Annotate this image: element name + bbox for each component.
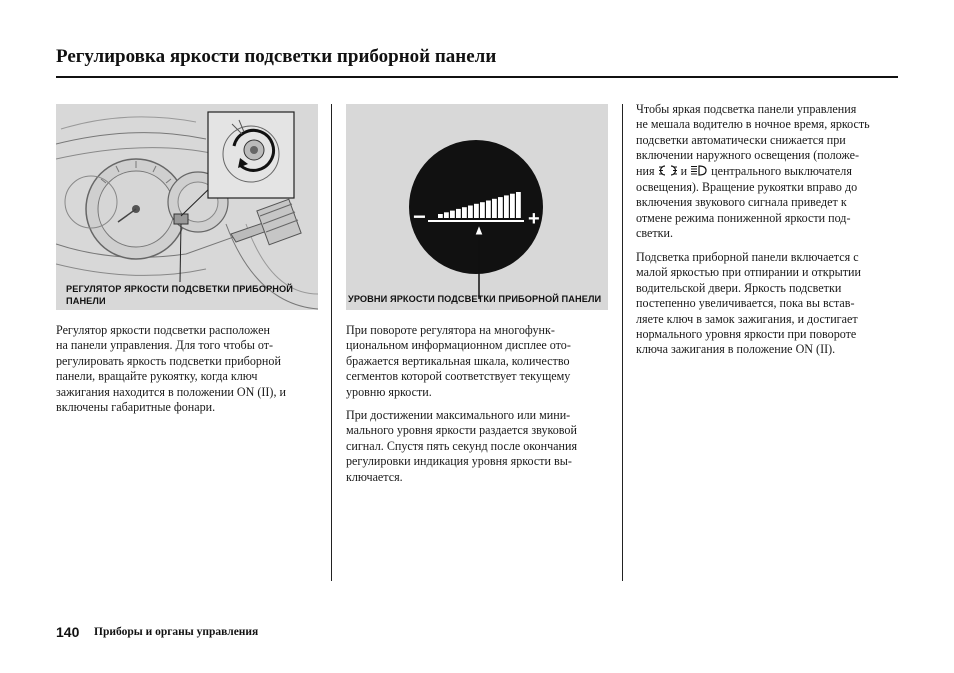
text-line: не мешала водителю в ночное время, яркость	[636, 117, 870, 132]
text-line: циональном информационном дисплее ото-	[346, 338, 571, 353]
text-line: Регулятор яркости подсветки расположен	[56, 323, 270, 337]
column1-paragraph	[56, 323, 324, 415]
text-line: постепенно увеличивается, пока вы встав-	[636, 296, 855, 311]
text-line: регулировки индикация уровня яркости вы-	[346, 454, 572, 469]
text-line: зажигания находится в положении ON (II), и	[56, 384, 286, 399]
text-line: Подсветка приборной панели включается с	[636, 250, 859, 264]
text-line: на панели управления. Для того чтобы от-	[56, 338, 274, 353]
brightness-segment	[468, 206, 473, 219]
brightness-segment	[444, 212, 449, 218]
dashboard-illustration	[56, 104, 318, 310]
column2-paragraph-1	[346, 323, 614, 400]
brightness-display-illustration	[346, 104, 608, 310]
text-fragment: ния	[636, 163, 655, 178]
text-line: включены габаритные фонари.	[56, 400, 216, 415]
text-line: уровню яркости.	[346, 384, 432, 399]
text-line: панели, вращайте рукоятку, когда ключ	[56, 369, 258, 384]
minus-symbol: −	[413, 204, 426, 229]
text-line: подсветки автоматически снижается при	[636, 132, 846, 147]
page-number: 140	[56, 624, 80, 640]
brightness-segment	[456, 209, 461, 218]
column-divider-2	[622, 104, 623, 581]
brightness-segment	[474, 204, 479, 218]
text-line: ключа зажигания в положение ON (II).	[636, 342, 836, 357]
text-line-with-icons	[636, 164, 906, 180]
brightness-segment	[498, 197, 503, 218]
brightness-segment	[486, 201, 491, 219]
headlight-icon	[691, 165, 707, 180]
column3-paragraph-2	[636, 250, 906, 358]
brightness-segment	[450, 211, 455, 218]
column3-paragraph-1	[636, 102, 906, 242]
dashboard-caption-line1: РЕГУЛЯТОР ЯРКОСТИ ПОДСВЕТКИ ПРИБОРНОЙ	[66, 284, 293, 294]
brightness-segment	[510, 194, 515, 218]
text-line: Чтобы яркая подсветка панели управления	[636, 102, 857, 116]
text-line: ляете ключ в замок зажигания, и достигает	[636, 311, 858, 326]
text-line: включения звукового сигнала приведет к	[636, 195, 847, 210]
brightness-segment	[516, 192, 521, 218]
text-line: освещения). Вращение рукоятки вправо до	[636, 180, 858, 195]
text-line: отмене режима пониженной яркости под-	[636, 210, 851, 225]
title-rule	[56, 76, 898, 78]
text-line: водительской двери. Яркость подсветки	[636, 280, 842, 295]
section-title: Приборы и органы управления	[94, 626, 259, 638]
text-line: сигнал. Спустя пять секунд после окончания	[346, 438, 578, 453]
text-line: бражается вертикальная шкала, количество	[346, 353, 570, 368]
text-line: малой яркостью при отпирании и открытии	[636, 265, 861, 280]
text-line: сегментов которой соответствует текущему	[346, 369, 571, 384]
text-fragment: и	[680, 163, 688, 178]
brightness-display-figure	[346, 104, 608, 310]
brightness-segment	[462, 207, 467, 218]
text-line: светки.	[636, 226, 674, 241]
text-line: При достижении максимального или мини-	[346, 408, 571, 422]
page-title: Регулировка яркости подсветки приборной панели	[56, 46, 497, 67]
text-line: регулировать яркость подсветки приборной	[56, 353, 281, 368]
text-line: мального уровня яркости раздается звуковой	[346, 423, 577, 438]
dashboard-figure	[56, 104, 318, 310]
brightness-segment	[504, 195, 509, 218]
plus-symbol: +	[528, 208, 540, 230]
column2-paragraph-2	[346, 408, 614, 485]
brightness-segment	[492, 199, 497, 218]
dashboard-figure-caption	[66, 283, 293, 307]
text-line: ключается.	[346, 469, 403, 484]
dashboard-caption-line2: ПАНЕЛИ	[66, 296, 106, 306]
text-line: нормального уровня яркости при повороте	[636, 327, 857, 342]
brightness-segment	[438, 214, 443, 218]
display-figure-caption: УРОВНИ ЯРКОСТИ ПОДСВЕТКИ ПРИБОРНОЙ ПАНЕЛИ	[348, 294, 602, 304]
column-divider-1	[331, 104, 332, 581]
parking-lights-icon	[659, 165, 677, 180]
brightness-segment	[480, 202, 485, 218]
text-fragment: центрального выключателя	[711, 163, 852, 178]
text-line: При повороте регулятора на многофунк-	[346, 323, 555, 337]
text-line: включении наружного освещения (положе-	[636, 148, 859, 163]
